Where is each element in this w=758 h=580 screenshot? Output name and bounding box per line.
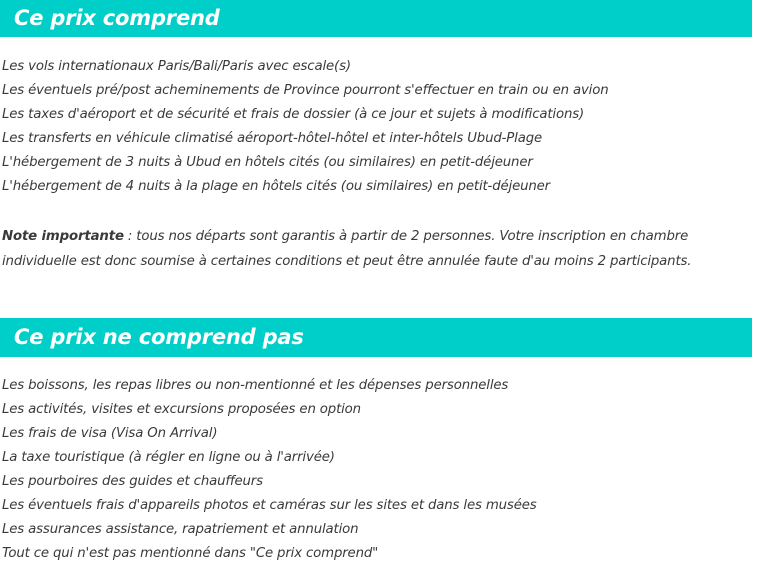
list-item: L'hébergement de 4 nuits à la plage en hôtels cités (ou similaires) en petit-déjeuner (2, 179, 550, 194)
section-heading-excluded-label: Ce prix ne comprend pas (14, 325, 304, 349)
list-item: Les assurances assistance, rapatriement et annulation (2, 522, 359, 537)
list-item: Les taxes d'aéroport et de sécurité et frais de dossier (à ce jour et sujets à modifications) (2, 107, 585, 122)
list-item: Les boissons, les repas libres ou non-mentionné et les dépenses personnelles (2, 378, 509, 393)
list-item: Les frais de visa (Visa On Arrival) (2, 426, 218, 441)
list-item: Tout ce qui n'est pas mentionné dans "Ce prix comprend" (2, 546, 379, 561)
list-item: Les pourboires des guides et chauffeurs (2, 474, 263, 489)
section-heading-excluded (0, 318, 752, 357)
included-items-list (2, 55, 754, 199)
section-heading-included-label: Ce prix comprend (14, 6, 220, 30)
list-item: L'hébergement de 3 nuits à Ubud en hôtels cités (ou similaires) en petit-déjeuner (2, 155, 533, 170)
list-item: Les éventuels pré/post acheminements de Province pourront s'effectuer en train ou en avion (2, 83, 609, 98)
list-item: Les éventuels frais d'appareils photos et caméras sur les sites et dans les musées (2, 498, 537, 513)
important-note-text: : tous nos départs sont garantis à partir de 2 personnes. Votre inscription en chambre individuelle est donc soumise à certaines conditions et peut être annulée faute d'au moins 2 participants. (2, 229, 692, 269)
section-heading-included (0, 0, 752, 37)
important-note-label: Note importante (2, 229, 124, 244)
list-item: Les vols internationaux Paris/Bali/Paris avec escale(s) (2, 59, 351, 74)
excluded-items-list (2, 374, 754, 566)
important-note (2, 224, 752, 274)
list-item: Les transferts en véhicule climatisé aéroport-hôtel-hôtel et inter-hôtels Ubud-Plage (2, 131, 543, 146)
list-item: La taxe touristique (à régler en ligne ou à l'arrivée) (2, 450, 335, 465)
list-item: Les activités, visites et excursions proposées en option (2, 402, 361, 417)
